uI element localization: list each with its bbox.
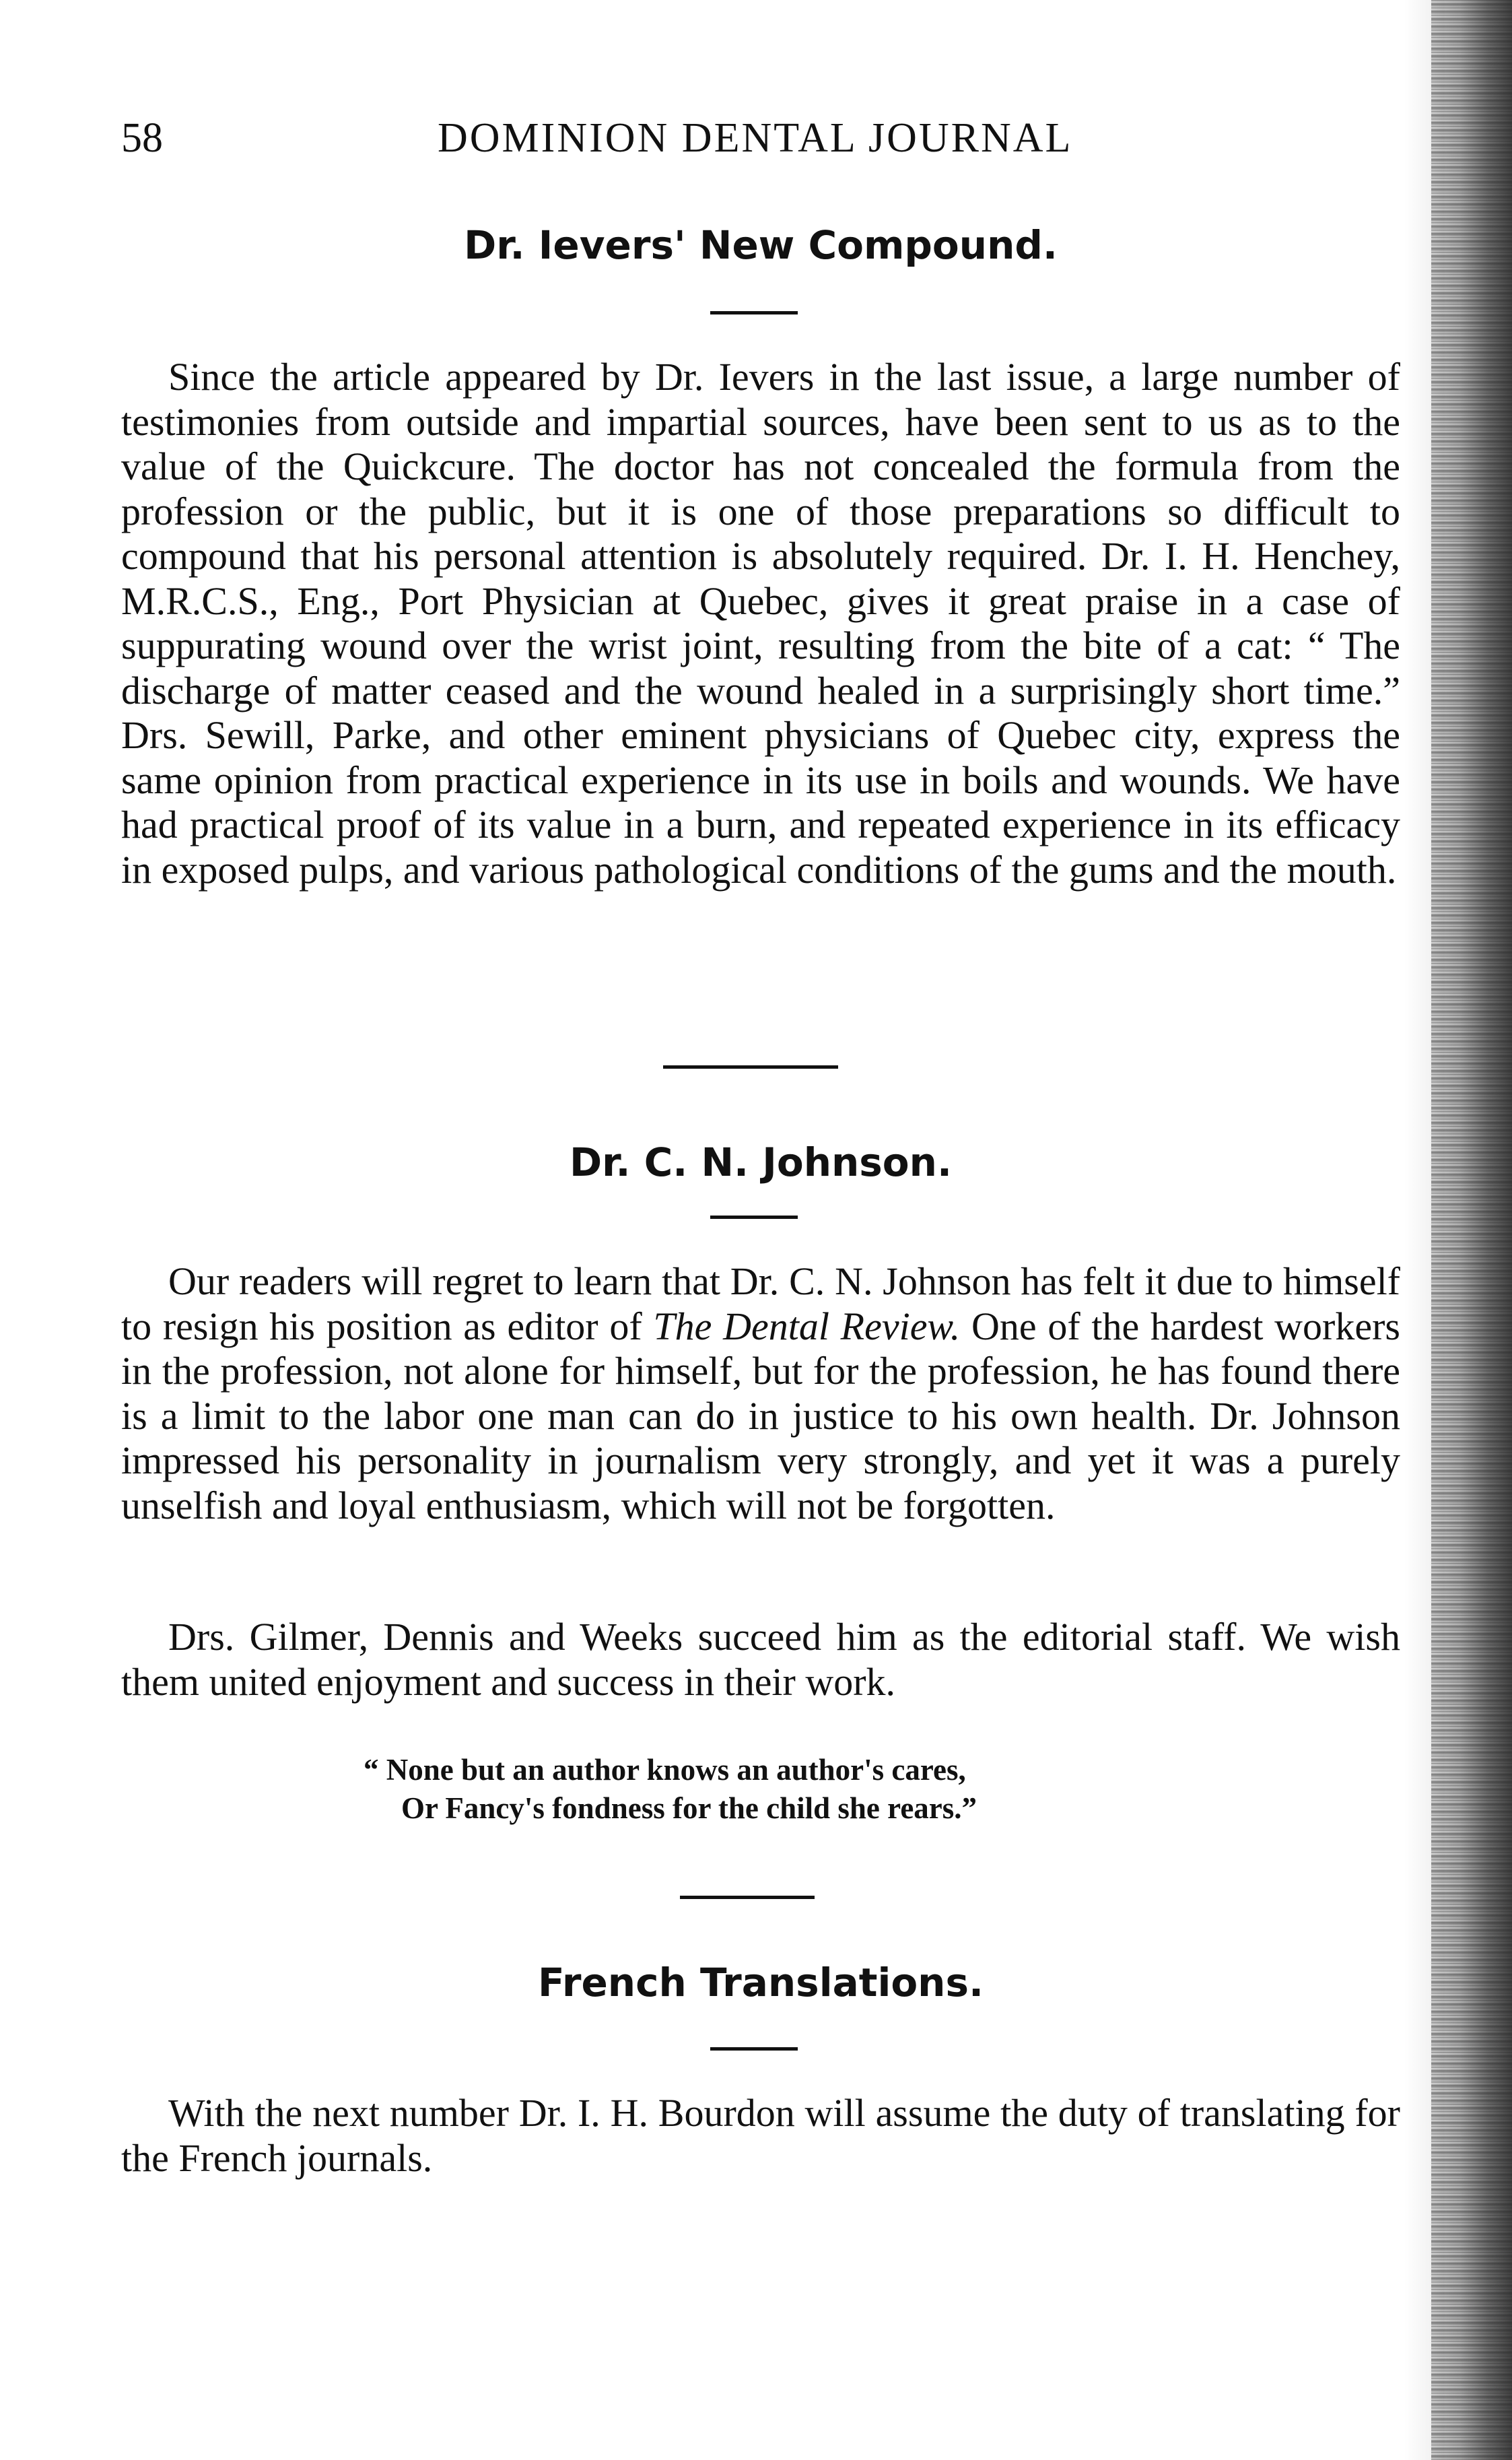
page-number: 58: [121, 115, 163, 161]
quote-line: “ None but an author knows an author's cares,: [364, 1753, 966, 1787]
article-paragraph: [121, 1259, 1400, 1528]
article-paragraph: Drs. Gilmer, Dennis and Weeks succeed him as the editorial staff. We wish them united enjoyment and success in their work.: [121, 1615, 1400, 1704]
paragraph-text: Our readers will regret to learn that Dr. C. N. Johnson has felt it due to himself to resign his position as editor of: [121, 1259, 1400, 1348]
article-title-johnson: Dr. C. N. Johnson.: [570, 1139, 952, 1185]
running-head: [121, 114, 1400, 168]
article-paragraph: Since the article appeared by Dr. Ievers in the last issue, a large number of testimonies from outside and impartial sources, have been sent to us as to the value of the Quickcure. The doctor has not concealed the formula from the profession or the public, but it is one of those preparations so difficult to compound that his personal attention is absolutely required. Dr. I. H. Henchey, M.R.C.S., Eng., Port Physician at Quebec, gives it great praise in a case of suppurating wound over the wrist joint, resulting from the bite of a cat: “ The discharge of matter ceased and the wound healed in a surprisingly short time.” Drs. Sewill, Parke, and other eminent physicians of Quebec city, express the same opinion from practical experience in its use in boils and wounds. We have had practical proof of its value in a burn, and repeated experience in its efficacy in exposed pulps, and various pathological conditions of the gums and the mouth.: [121, 355, 1400, 892]
divider-rule: [710, 1216, 798, 1219]
article-title-ievers: Dr. Ievers' New Compound.: [464, 222, 1058, 268]
journal-title: DOMINION DENTAL JOURNAL: [438, 115, 1073, 161]
section-divider: [663, 1065, 838, 1069]
quote-line: Or Fancy's fondness for the child she rears.”: [401, 1791, 977, 1825]
epigraph-quote: [364, 1751, 977, 1828]
article-title-french: French Translations.: [537, 1960, 984, 2005]
divider-rule: [710, 2047, 798, 2051]
paragraph-text: One of the hardest workers in the profession, not alone for himself, but for the profession, he has found there is a limit to the labor one man can do in justice to his own health. Dr. Johnson impressed his personality in journalism very strongly, and yet it was a purely unselfish and loyal enthusiasm, which will not be forgotten.: [121, 1304, 1400, 1527]
journal-name-italic: The Dental Review.: [653, 1304, 961, 1348]
divider-rule: [710, 311, 798, 314]
scan-binding-edge: [1431, 0, 1512, 2460]
section-divider: [680, 1896, 815, 1899]
article-paragraph: With the next number Dr. I. H. Bourdon will assume the duty of translating for the French journals.: [121, 2091, 1400, 2180]
